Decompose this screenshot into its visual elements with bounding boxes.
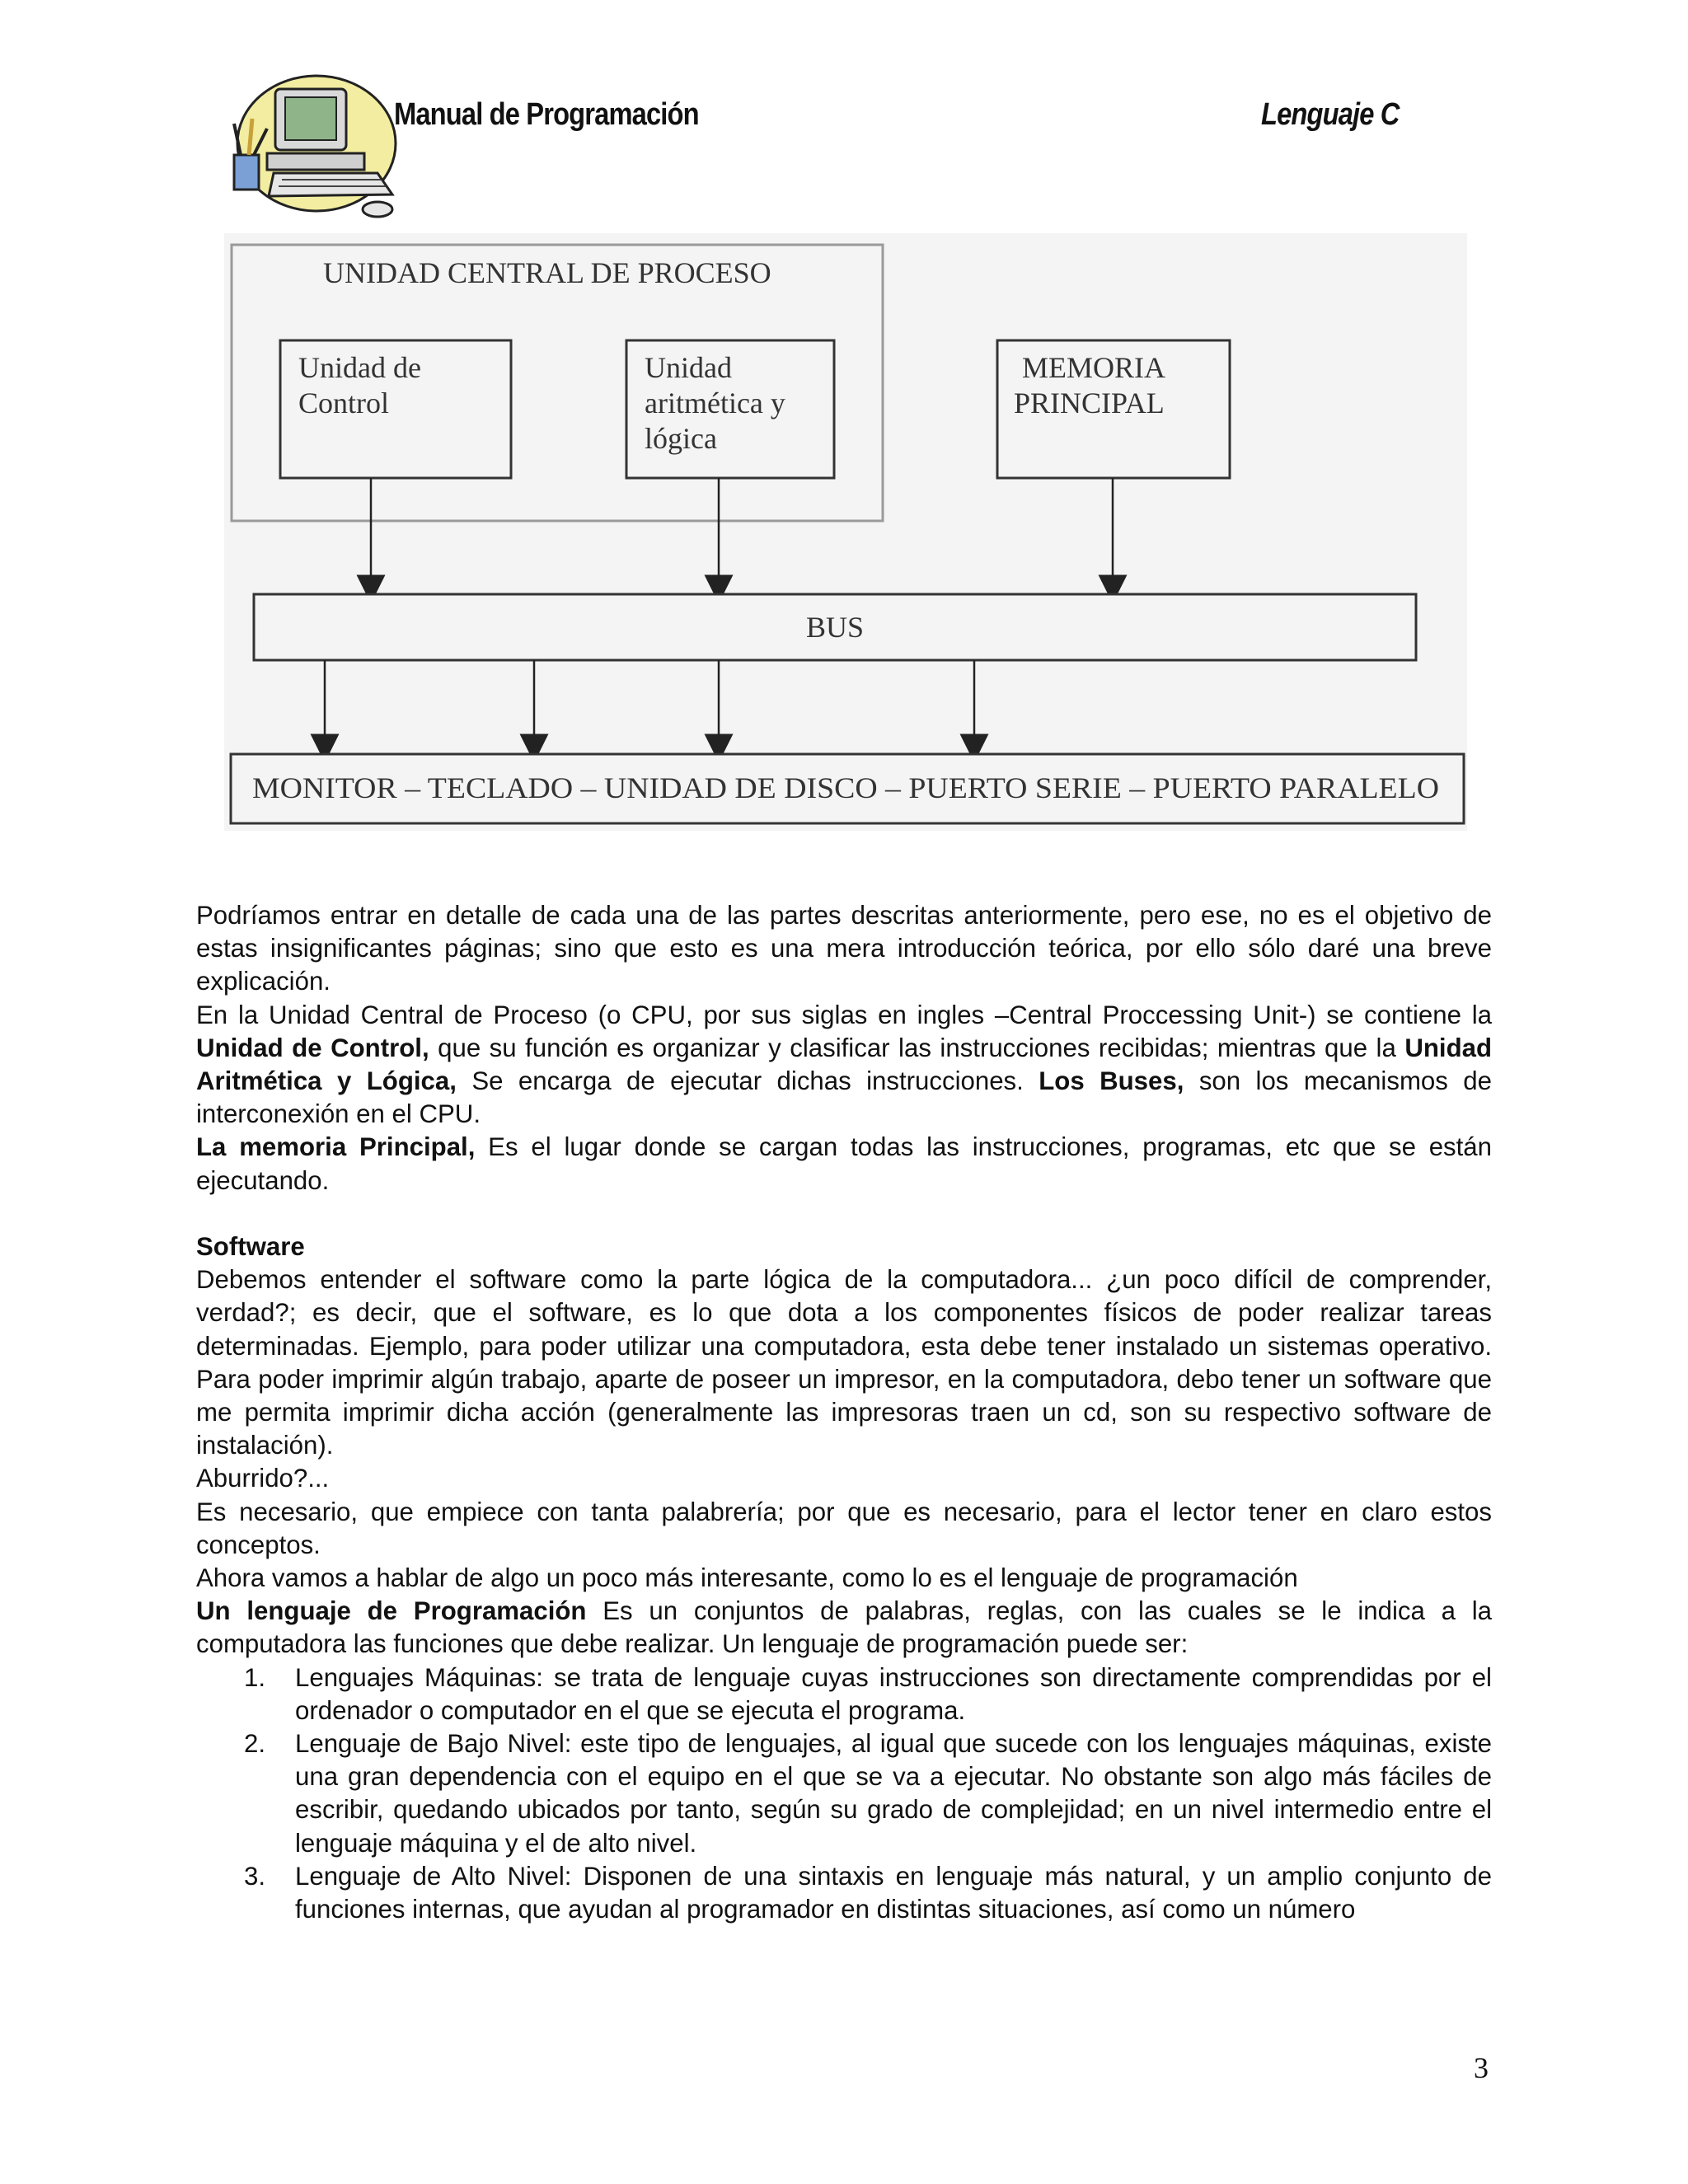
alu-line-2: aritmética y: [645, 387, 785, 419]
alu-line-1: Unidad: [645, 351, 732, 384]
page-number: 3: [1474, 2051, 1489, 2084]
svg-text:PRINCIPAL: [1014, 387, 1165, 419]
computer-logo-icon: [216, 64, 397, 221]
list-item: 3. Lenguaje de Alto Nivel: Disponen de una sintaxis en lenguaje más natural, y un amplio conjunto de funciones internas, que ayudan al programador en distintas situaciones, así como un número: [244, 1861, 1492, 1924]
paragraph-necessary: Es necesario, que empiece con tanta palabrería; por que es necesario, para el lector tener en claro estos conceptos.: [196, 1497, 1492, 1559]
list-item: 2. Lenguaje de Bajo Nivel: este tipo de lenguajes, al igual que sucede con los lenguajes máquinas, existe una gran dependencia con el equipo en el que se va a ejecutar. No obstante son algo más fáciles de escribir, quedando ubicados por tanto, según su grado de complejidad; en un nivel intermedio entre el lenguaje máquina y el de alto nivel.: [244, 1729, 1492, 1858]
header-language-title: Lenguaje C: [1261, 97, 1400, 132]
computer-architecture-diagram: [224, 233, 1467, 831]
header-manual-title: Manual de Programación: [394, 97, 699, 132]
paragraph-cpu: En la Unidad Central de Proceso (o CPU, por sus siglas en ingles –Central Proccessing Unit-) se contiene la Unidad de Control, que su función es organizar y clasificar las instrucciones recibidas; mientras que la Unidad Aritmética y Lógica, Se encarga de ejecutar dichas instrucciones. Los Buses, son los mecanismos de interconexión en el CPU.: [196, 1000, 1493, 1129]
language-types-list: [196, 1661, 1492, 1927]
svg-text:MEMORIA: [1022, 351, 1165, 384]
paragraph-now: Ahora vamos a hablar de algo un poco más interesante, como lo es el lenguaje de programación: [196, 1563, 1298, 1593]
memory-line-2: PRINCIPAL: [1014, 387, 1165, 419]
bus-label: BUS: [806, 611, 865, 644]
control-unit-line-1: Unidad de: [298, 351, 421, 384]
svg-text:Unidad de: [298, 351, 421, 384]
devices-label: MONITOR – TECLADO – UNIDAD DE DISCO – PUERTO SERIE – PUERTO PARALELO: [252, 771, 1439, 804]
paragraph-intro: Podríamos entrar en detalle de cada una de las partes descritas anteriormente, pero ese, no es el objetivo de estas insignificantes páginas; sino que esto es una mera introducción teórica, por ello sólo daré una breve explicación.: [196, 901, 1492, 996]
svg-text:Control: [298, 387, 389, 419]
svg-text:lógica: [645, 422, 717, 455]
cpu-label: UNIDAD CENTRAL DE PROCESO: [323, 256, 771, 289]
control-unit-line-2: Control: [298, 387, 390, 419]
paragraph-software: Debemos entender el software como la parte lógica de la computadora... ¿un poco difícil de comprender, verdad?; es decir, que el software, es lo que dota a los componentes físicos de poder realizar tareas determinadas. Ejemplo, para poder utilizar una computadora, esta debe tener instalado un sistemas operativo. Para poder imprimir algún trabajo, aparte de poseer un impresor, en la computadora, debo tener un software que me permita imprimir dicha acción (generalmente las impresoras traen un cd, son su respectivo software de instalación).: [196, 1265, 1492, 1460]
memory-line-1: MEMORIA: [1022, 351, 1166, 384]
svg-text:Unidad: [645, 351, 732, 384]
body-text: [196, 899, 1492, 1926]
software-heading: Software: [196, 1232, 305, 1262]
list-item: 1. Lenguajes Máquinas: se trata de lenguaje cuyas instrucciones son directamente comprendidas por el ordenador o computador en el que se ejecuta el programa.: [244, 1662, 1492, 1725]
paragraph-bored: Aburrido?...: [196, 1464, 330, 1493]
alu-line-3: lógica: [645, 422, 717, 455]
svg-text:aritmética y: [645, 387, 785, 419]
paragraph-definition: Un lenguaje de Programación Es un conjuntos de palabras, reglas, con las cuales se le indica a la computadora las funciones que debe realizar. Un lenguaje de programación puede ser:: [196, 1596, 1492, 1659]
paragraph-memory: La memoria Principal, Es el lugar donde se cargan todas las instrucciones, programas, etc que se están ejecutando.: [196, 1132, 1492, 1195]
